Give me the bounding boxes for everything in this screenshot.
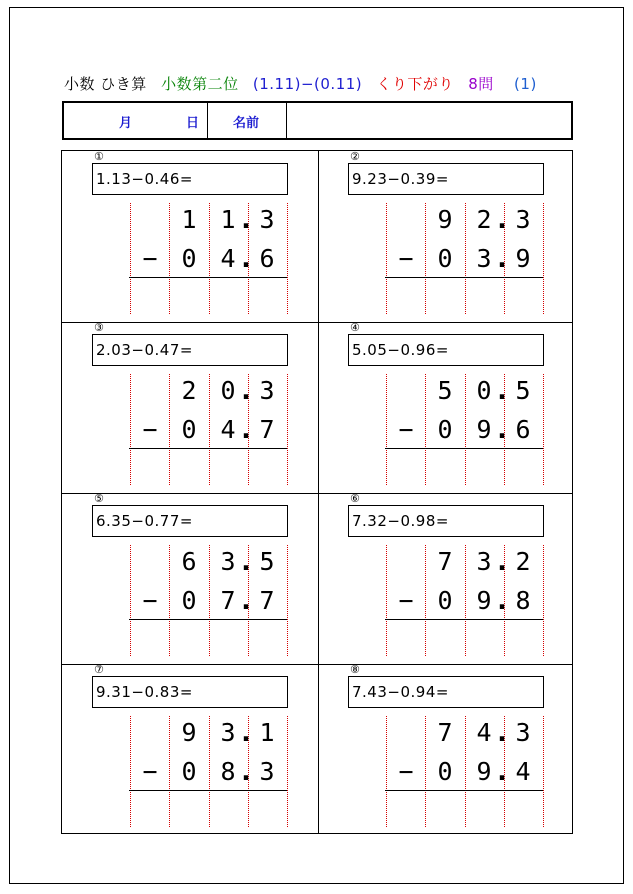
expression-box: 9.23−0.39=: [348, 163, 544, 195]
decimal-point: .: [497, 415, 507, 444]
minus-sign: −: [142, 415, 158, 444]
minuend-digit: 3: [220, 547, 236, 576]
decimal-point: .: [497, 376, 507, 405]
minuend-digit: 5: [437, 376, 453, 405]
minuend-digit: 0: [220, 376, 236, 405]
minus-sign: −: [398, 415, 414, 444]
expression-box: 7.43−0.94=: [348, 676, 544, 708]
date-name-divider: [207, 103, 208, 138]
title-borrow: くり下がり: [376, 75, 454, 93]
column-guide: [287, 203, 288, 314]
column-guide: [287, 545, 288, 656]
title-sheet-number: (1): [514, 75, 537, 93]
minus-sign: −: [398, 586, 414, 615]
minus-sign: −: [398, 244, 414, 273]
minuend-digit: 2: [476, 205, 492, 234]
problem-cell: [318, 151, 573, 322]
problem-grid: [61, 150, 573, 834]
title-level: 小数第二位: [161, 75, 239, 93]
day-label: 日: [186, 116, 200, 131]
subtrahend-digit: 0: [181, 244, 197, 273]
problem-cell: [62, 151, 317, 322]
answer-rule: [129, 619, 287, 620]
title-subject: 小数 ひき算: [64, 75, 147, 93]
minus-sign: −: [142, 244, 158, 273]
subtrahend-digit: 9: [515, 244, 531, 273]
subtrahend-digit: 9: [476, 586, 492, 615]
minuend-digit: 3: [476, 547, 492, 576]
subtrahend-digit: 3: [259, 757, 275, 786]
expression-box: 6.35−0.77=: [92, 505, 288, 537]
minuend-digit: 5: [259, 547, 275, 576]
subtrahend-digit: 0: [437, 244, 453, 273]
minuend-digit: 1: [259, 718, 275, 747]
expression-box: 7.32−0.98=: [348, 505, 544, 537]
column-guide: [543, 716, 544, 827]
problem-number: ⑥: [350, 492, 360, 505]
expression-box: 1.13−0.46=: [92, 163, 288, 195]
expression-box: 2.03−0.47=: [92, 334, 288, 366]
minuend-digit: 6: [181, 547, 197, 576]
problem-cell: [318, 493, 573, 664]
column-guide: [287, 716, 288, 827]
minuend-digit: 5: [515, 376, 531, 405]
column-guide: [287, 374, 288, 485]
problem-cell: [318, 664, 573, 835]
name-field-divider: [286, 103, 287, 138]
answer-rule: [129, 448, 287, 449]
minuend-digit: 3: [515, 718, 531, 747]
subtrahend-digit: 8: [515, 586, 531, 615]
problem-number: ⑧: [350, 663, 360, 676]
answer-rule: [385, 448, 543, 449]
problem-number: ①: [94, 150, 104, 163]
decimal-point: .: [497, 586, 507, 615]
subtrahend-digit: 7: [259, 415, 275, 444]
subtrahend-digit: 0: [437, 586, 453, 615]
minuend-digit: 7: [437, 547, 453, 576]
answer-rule: [385, 277, 543, 278]
minuend-digit: 3: [259, 376, 275, 405]
answer-rule: [385, 619, 543, 620]
problem-number: ⑦: [94, 663, 104, 676]
subtrahend-digit: 4: [220, 244, 236, 273]
minuend-digit: 9: [181, 718, 197, 747]
decimal-point: .: [241, 415, 251, 444]
title-pattern: (1.11)−(0.11): [252, 75, 363, 93]
minus-sign: −: [142, 757, 158, 786]
minuend-digit: 3: [220, 718, 236, 747]
minuend-digit: 4: [476, 718, 492, 747]
decimal-point: .: [497, 718, 507, 747]
decimal-point: .: [497, 205, 507, 234]
subtrahend-digit: 0: [437, 757, 453, 786]
name-label: 名前: [233, 116, 260, 131]
month-label: 月: [119, 116, 133, 131]
subtrahend-digit: 0: [181, 415, 197, 444]
minuend-digit: 2: [515, 547, 531, 576]
decimal-point: .: [241, 244, 251, 273]
minuend-digit: 0: [476, 376, 492, 405]
subtrahend-digit: 6: [259, 244, 275, 273]
decimal-point: .: [497, 757, 507, 786]
column-guide: [543, 545, 544, 656]
decimal-point: .: [241, 718, 251, 747]
answer-rule: [129, 277, 287, 278]
minuend-digit: 3: [515, 205, 531, 234]
subtrahend-digit: 6: [515, 415, 531, 444]
decimal-point: .: [497, 244, 507, 273]
answer-rule: [385, 790, 543, 791]
problem-number: ⑤: [94, 492, 104, 505]
answer-rule: [129, 790, 287, 791]
subtrahend-digit: 4: [515, 757, 531, 786]
decimal-point: .: [241, 547, 251, 576]
subtrahend-digit: 0: [181, 586, 197, 615]
decimal-point: .: [241, 205, 251, 234]
problem-cell: [62, 664, 317, 835]
minuend-digit: 1: [181, 205, 197, 234]
problem-cell: [62, 493, 317, 664]
subtrahend-digit: 9: [476, 757, 492, 786]
subtrahend-digit: 9: [476, 415, 492, 444]
column-guide: [543, 203, 544, 314]
decimal-point: .: [497, 547, 507, 576]
subtrahend-digit: 7: [220, 586, 236, 615]
subtrahend-digit: 3: [476, 244, 492, 273]
name-date-bar: [62, 101, 573, 140]
expression-box: 9.31−0.83=: [92, 676, 288, 708]
subtrahend-digit: 8: [220, 757, 236, 786]
problem-number: ③: [94, 321, 104, 334]
decimal-point: .: [241, 586, 251, 615]
minuend-digit: 1: [220, 205, 236, 234]
column-guide: [543, 374, 544, 485]
minuend-digit: 7: [437, 718, 453, 747]
minus-sign: −: [398, 757, 414, 786]
subtrahend-digit: 7: [259, 586, 275, 615]
worksheet-title: [64, 74, 546, 94]
minuend-digit: 9: [437, 205, 453, 234]
title-count: 8問: [468, 75, 494, 93]
minuend-digit: 3: [259, 205, 275, 234]
subtrahend-digit: 0: [181, 757, 197, 786]
subtrahend-digit: 0: [437, 415, 453, 444]
expression-box: 5.05−0.96=: [348, 334, 544, 366]
decimal-point: .: [241, 376, 251, 405]
problem-cell: [318, 322, 573, 493]
problem-number: ④: [350, 321, 360, 334]
minuend-digit: 2: [181, 376, 197, 405]
subtrahend-digit: 4: [220, 415, 236, 444]
minus-sign: −: [142, 586, 158, 615]
problem-number: ②: [350, 150, 360, 163]
decimal-point: .: [241, 757, 251, 786]
problem-cell: [62, 322, 317, 493]
